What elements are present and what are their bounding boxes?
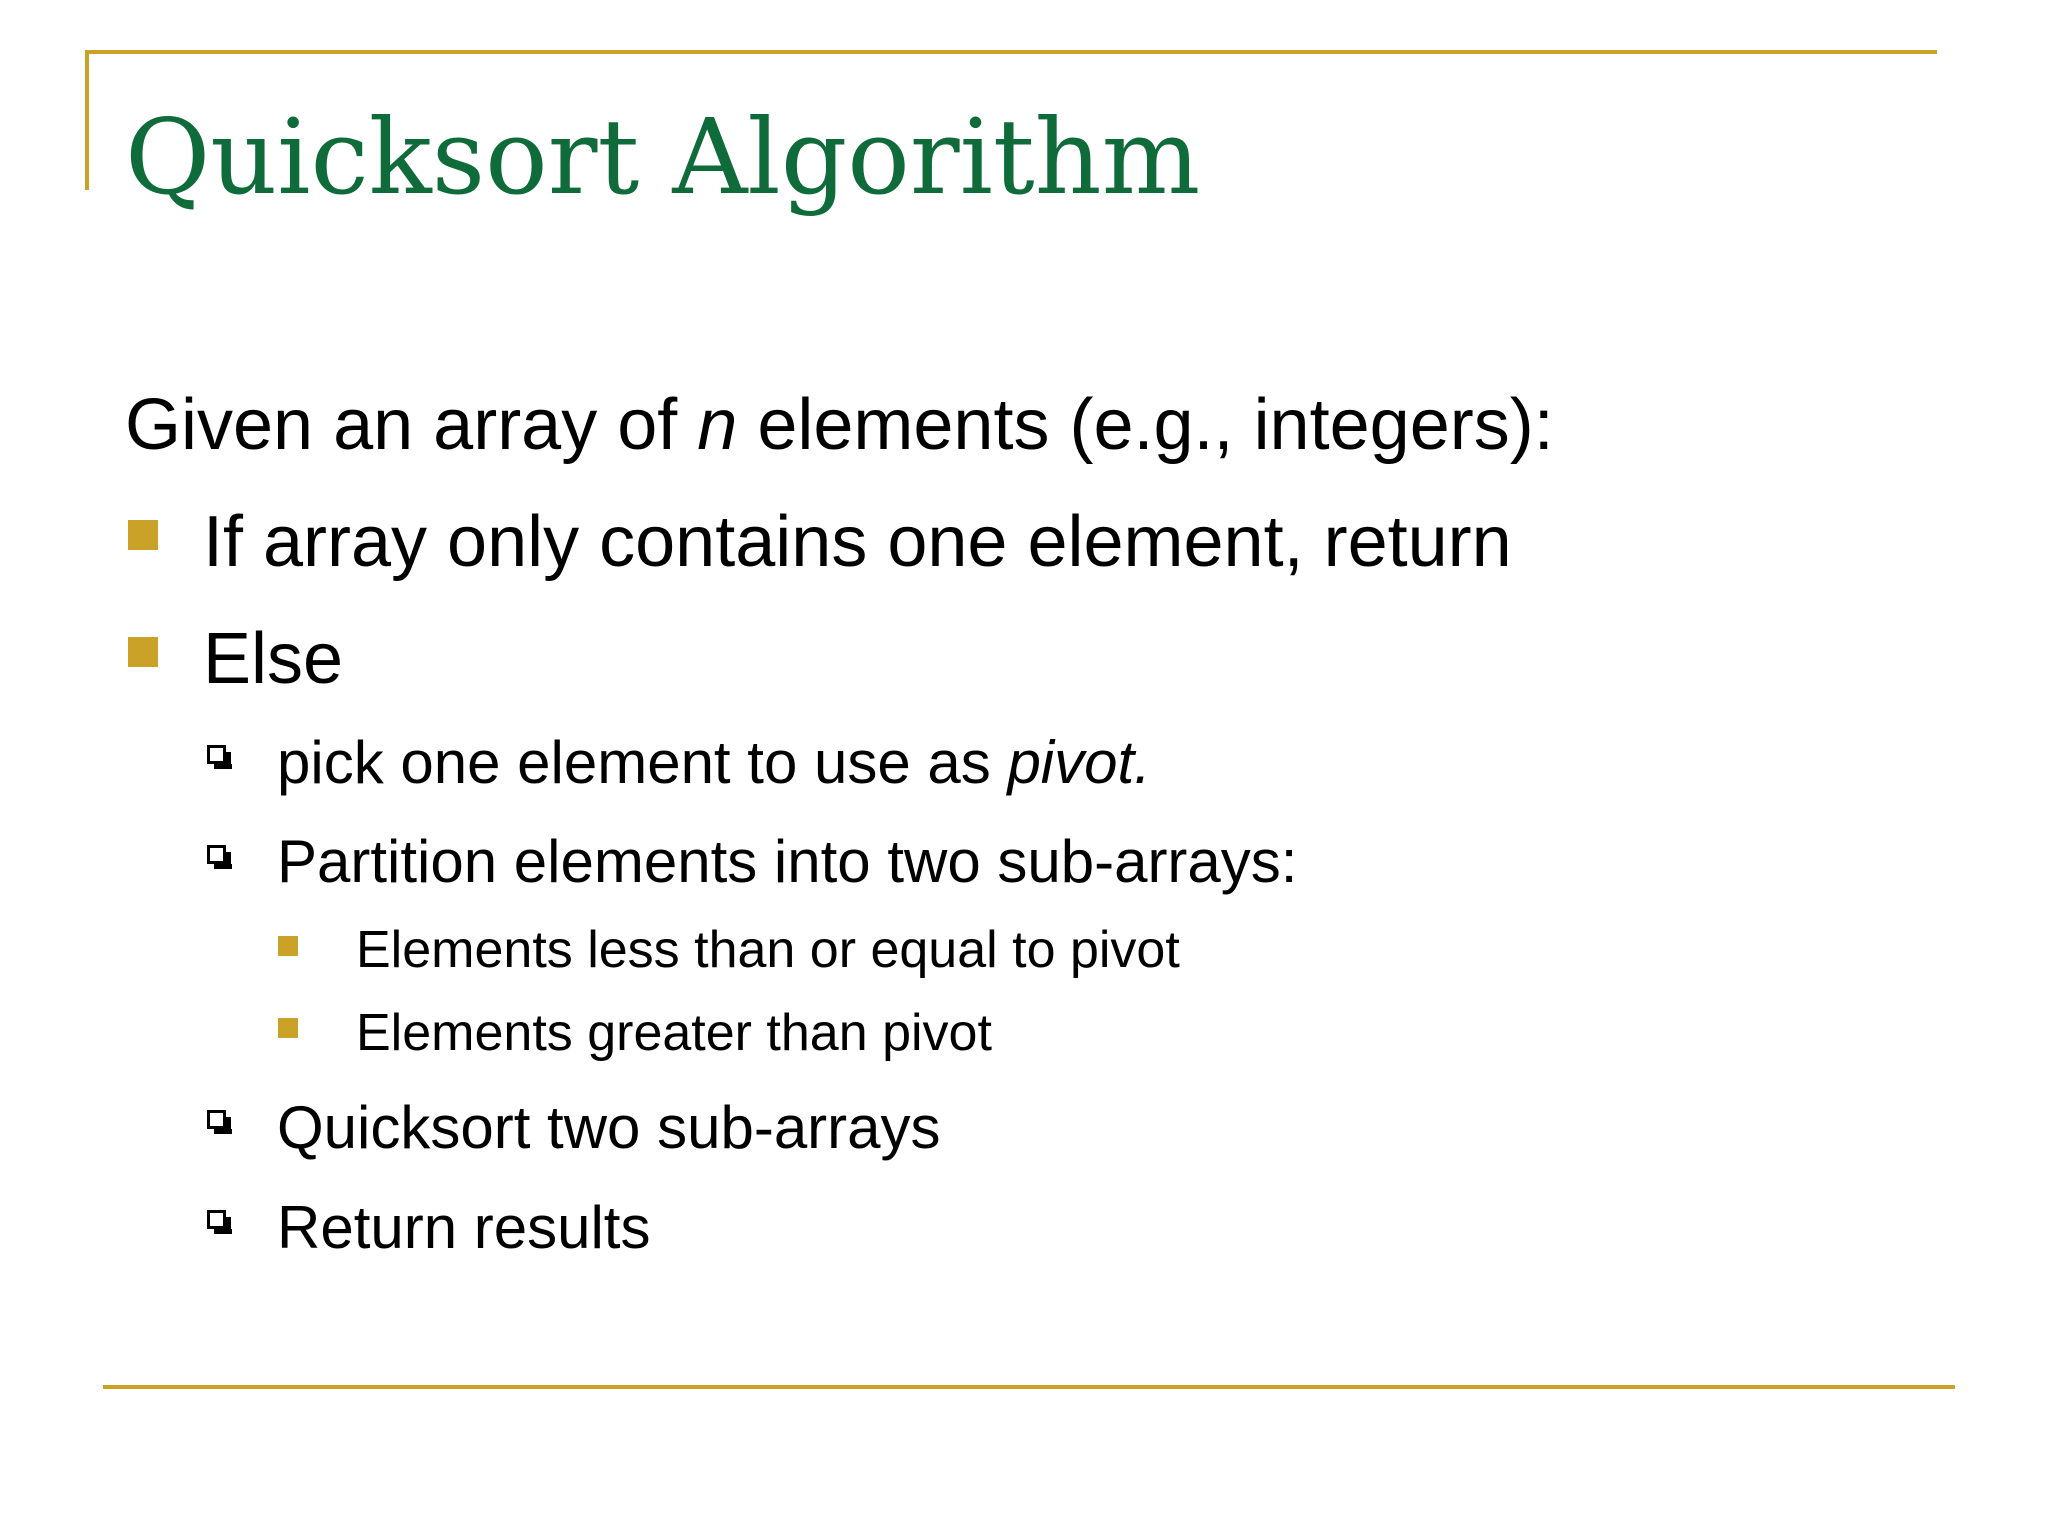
shadowed-box-icon [207,845,226,864]
bullet-partition: Partition elements into two sub-arrays: [277,828,1298,895]
bullet-pick-pivot [277,725,1151,801]
slide-title: Quicksort Algorithm [125,96,1201,218]
gold-square-icon [128,520,158,550]
pick-text: pick one element to use as [277,729,1008,796]
pick-italic-pivot: pivot. [1007,729,1151,796]
intro-text-before: Given an array of [125,385,698,465]
bullet-recurse: Quicksort two sub-arrays [277,1094,941,1161]
top-rule [85,50,1937,54]
bottom-rule [103,1385,1955,1389]
gold-square-icon [128,637,158,667]
shadowed-box-icon [207,1210,226,1229]
shadowed-box-icon [207,745,226,764]
intro-text-after: elements (e.g., integers): [737,385,1554,465]
shadowed-box-icon [207,1110,226,1129]
bullet-greater: Elements greater than pivot [356,1004,992,1062]
small-gold-square-icon [278,1018,298,1038]
bullet-else-case: Else [203,619,344,699]
bullet-return-results: Return results [277,1194,651,1261]
bullet-less-equal: Elements less than or equal to pivot [356,921,1180,979]
left-rule [85,50,89,190]
bullet-if-case: If array only contains one element, return [203,502,1512,582]
intro-italic-n: n [697,385,738,465]
intro-line [125,380,1554,470]
small-gold-square-icon [278,936,298,956]
